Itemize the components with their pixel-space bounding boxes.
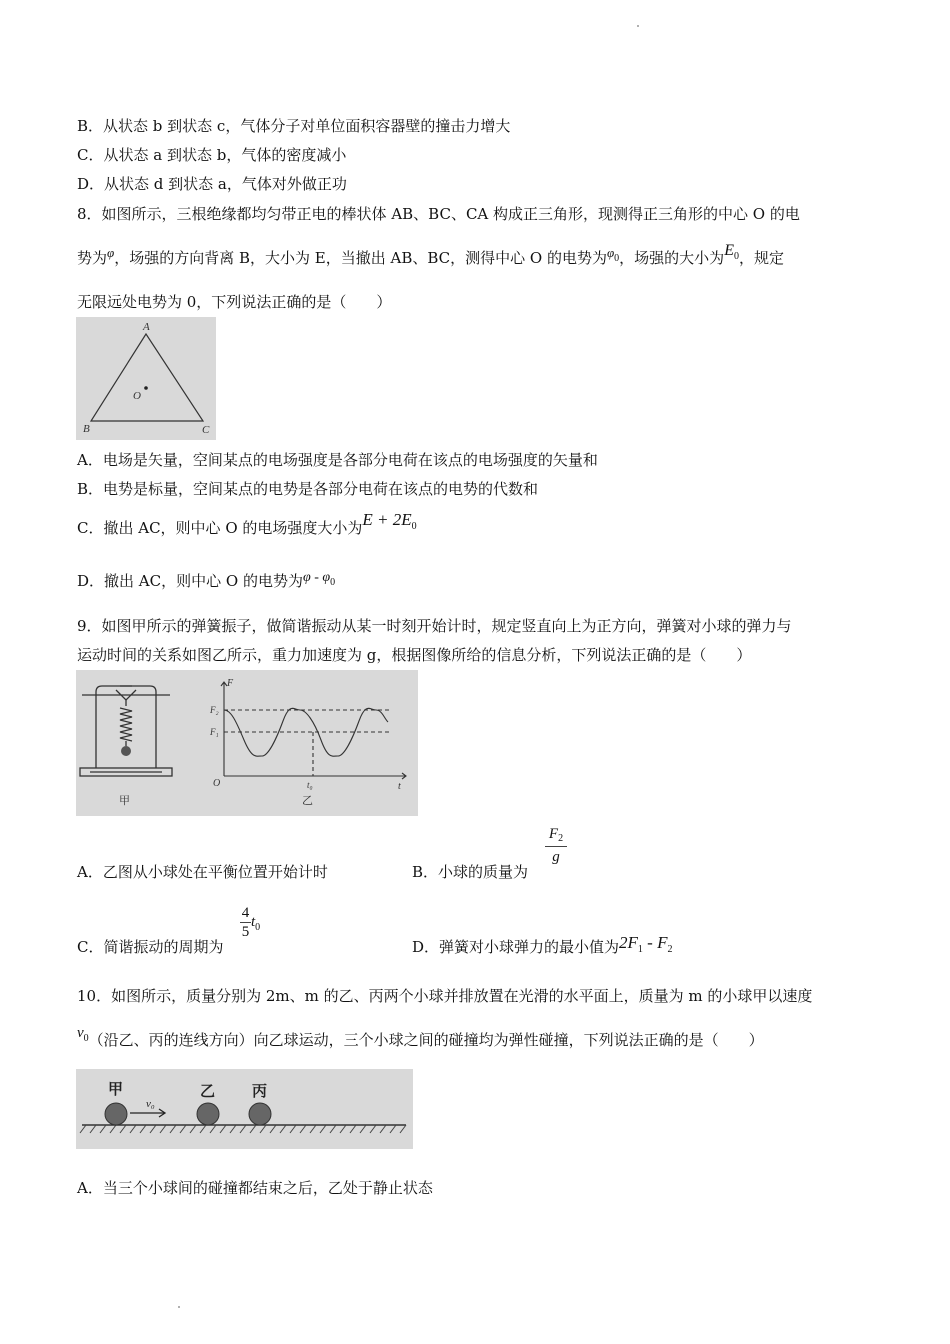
tick-t0: t₀: [307, 780, 313, 790]
q9-option-c: C．简谐振动的周期为: [77, 938, 224, 956]
label-jia: 甲: [108, 1080, 124, 1098]
q8-option-c: C．撤出 AC，则中心 O 的电场强度大小为$E + 2E_0$: [77, 510, 417, 537]
fraction-f2-over-g: $F_2$ g: [545, 826, 567, 865]
q9-option-b: B．小球的质量为: [412, 863, 529, 881]
label-o: O: [133, 390, 141, 402]
axis-label-f: F: [227, 678, 234, 689]
label-jia: 甲: [119, 794, 130, 807]
q8-stem-line1: 8．如图所示，三根绝缘都均匀带正电的棒状体 AB、BC、CA 构成正三角形，现测得正三角形的中心 O 的电: [77, 205, 800, 223]
q7-option-d: D．从状态 d 到状态 a，气体对外做正功: [77, 175, 347, 193]
axis-label-t: t: [398, 781, 401, 792]
fraction-four-fifths-t0: $\frac{4}{5}$ $t_0$: [241, 905, 261, 940]
label-bing: 丙: [252, 1082, 268, 1100]
q8-stem-line2: 势为φ，场强的方向背离 B，大小为 E，当撤出 AB、BC，测得中心 O 的电势为$\varphi_0$，场强的大小为$E_0$，规定: [77, 242, 784, 267]
spring-force-figure: [76, 670, 418, 816]
tick-f2: F₂: [210, 705, 219, 715]
q7-option-b: B．从状态 b 到状态 c，气体分子对单位面积容器壁的撞击力增大: [77, 117, 511, 135]
q10-stem-line1: 10．如图所示，质量分别为 2m、m 的乙、丙两个小球并排放置在光滑的水平面上，质量为 m 的小球甲以速度: [77, 987, 813, 1005]
q8-stem-line3: 无限远处电势为 0，下列说法正确的是（ ）: [77, 293, 392, 311]
label-a: A: [143, 321, 150, 333]
q8-option-a: A．电场是矢量，空间某点的电场强度是各部分电荷在该点的电场强度的矢量和: [77, 451, 598, 469]
q9-option-a: A．乙图从小球处在平衡位置开始计时: [77, 863, 328, 881]
label-yi: 乙: [200, 1082, 216, 1100]
label-b: B: [83, 423, 90, 435]
origin-o: O: [213, 778, 221, 789]
triangle-figure: [76, 317, 216, 440]
label-v0: v₀: [146, 1098, 155, 1110]
q10-stem-line2: $v_0$（沿乙、丙的连线方向）向乙球运动，三个小球之间的碰撞均为弹性碰撞，下列说法正确的是（ ）: [77, 1025, 764, 1049]
q7-option-c: C．从状态 a 到状态 b，气体的密度减小: [77, 146, 347, 164]
q9-stem-line1: 9．如图甲所示的弹簧振子，做简谐振动从某一时刻开始计时，规定竖直向上为正方向，弹簧对小球的弹力与: [77, 617, 792, 635]
label-c: C: [202, 424, 210, 436]
q8-option-d: D．撤出 AC，则中心 O 的电势为φ - $\varphi_0$: [77, 570, 336, 590]
three-balls-figure: [76, 1069, 413, 1149]
q8-option-b: B．电势是标量，空间某点的电势是各部分电荷在该点的电势的代数和: [77, 480, 539, 498]
q9-stem-line2: 运动时间的关系如图乙所示，重力加速度为 g，根据图像所给的信息分析，下列说法正确的是（ ）: [77, 646, 752, 664]
q9-option-d: D．弹簧对小球弹力的最小值为$2F_1 - F_2$: [412, 933, 673, 956]
q10-option-a: A．当三个小球间的碰撞都结束之后，乙处于静止状态: [77, 1179, 433, 1197]
tick-f1: F₁: [210, 727, 219, 737]
label-yi: 乙: [302, 794, 313, 807]
